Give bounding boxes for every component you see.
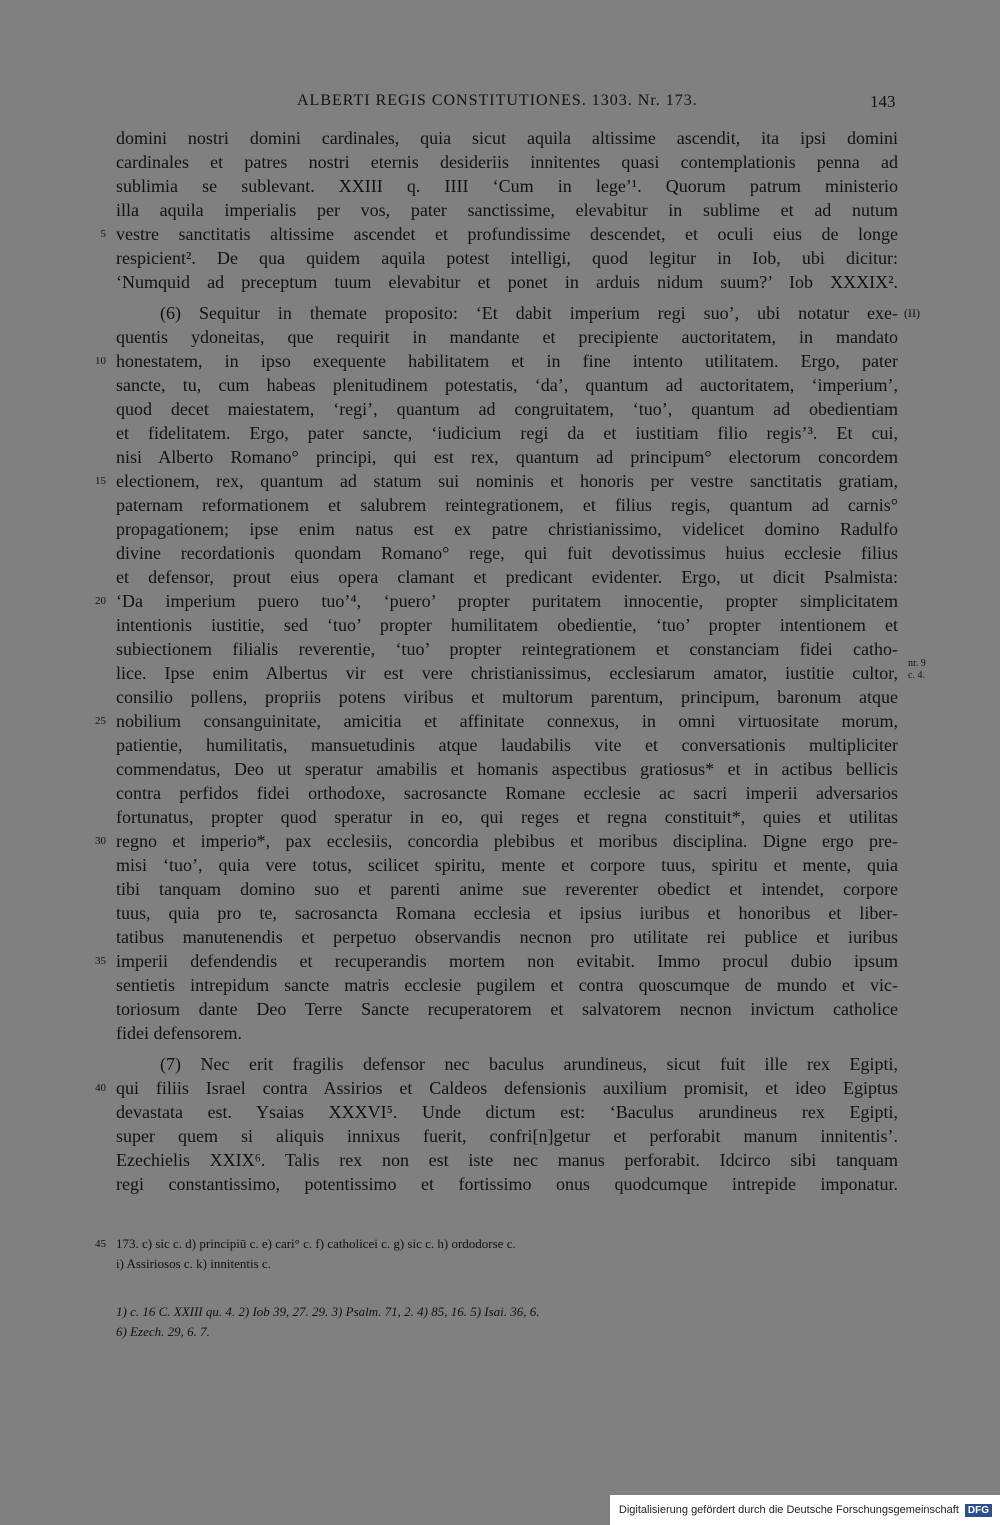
variant-footnote: i) Assiriosos c. k) innitentis c. <box>116 1256 271 1271</box>
page-header <box>0 92 1000 116</box>
text-line: nobilium consanguinitate, amicitia et affinitate connexus, in omni virtuositate morum, <box>116 711 898 731</box>
text-line: sancte, tu, cum habeas plenitudinem potestatis, ‘da’, quantum ad auctoritatem, ‘imperium’, <box>116 375 898 395</box>
text-line: lice. Ipse enim Albertus vir est vere christianissimus, ecclesiarum amator, iustitie cultor, <box>116 663 898 683</box>
source-footnote: 1) c. 16 C. XXIII qu. 4. 2) Iob 39, 27. 29. 3) Psalm. 71, 2. 4) 85, 16. 5) Isai. 36, 6. <box>116 1304 540 1319</box>
running-head: ALBERTI REGIS CONSTITUTIONES. 1303. Nr. 173. <box>297 92 698 109</box>
variant-footnote: 173. c) sic c. d) principiū c. e) cari° c. f) catholicei c. g) sic c. h) ordodorse c. <box>116 1236 516 1251</box>
margin-note: (II) <box>904 306 920 320</box>
funding-notice: Digitalisierung gefördert durch die Deutsche Forschungsgemeinschaft <box>618 1504 959 1516</box>
text-line: et defensor, prout eius opera clamant et predicant evidenter. Ergo, ut dicit Psalmista: <box>116 567 898 587</box>
text-line: ‘Da imperium puero tuo’⁴, ‘puero’ propter puritatem innocentie, propter simplicitatem <box>116 591 898 611</box>
text-line: tibi tanquam domino suo et parenti anime sue reverenter obedict et intendet, corpore <box>116 879 898 899</box>
text-line: electionem, rex, quantum ad statum sui nominis et honoris per vestre sanctitatis gratiam, <box>116 471 898 491</box>
line-number: 15 <box>95 475 106 487</box>
text-line: (7) Nec erit fragilis defensor nec baculus arundineus, sicut fuit ille rex Egipti, <box>160 1054 898 1074</box>
text-line: regno et imperio*, pax ecclesiis, concordia plebibus et moribus disciplina. Digne ergo pre- <box>116 831 898 851</box>
text-line: regi constantissimo, potentissimo et fortissimo onus quodcumque intrepide imponatur. <box>116 1174 898 1194</box>
text-line: ‘Numquid ad preceptum tuum elevabitur et ponet in arduis nidum suum?’ Iob XXXIX². <box>116 272 898 292</box>
page-number: 143 <box>870 92 896 111</box>
source-footnote: 6) Ezech. 29, 6. 7. <box>116 1324 210 1339</box>
text-line: commendatus, Deo ut speratur amabilis et homanis aspectibus gratiosus* et in actibus bellicis <box>116 759 898 779</box>
line-number: 30 <box>95 835 106 847</box>
text-line: illa aquila imperialis per vos, pater sanctissime, elevabitur in sublime et ad nutum <box>116 200 898 220</box>
line-number: 25 <box>95 715 106 727</box>
text-line: patientie, humilitatis, mansuetudinis atque laudabilis vite et conversationis multipliciter <box>116 735 898 755</box>
text-line: misi ‘tuo’, quia vere totus, scilicet spiritu, mente et corpore tuus, spiritu et mente, quia <box>116 855 898 875</box>
text-line: divine recordationis quondam Romano° rege, qui fuit devotissimus huius ecclesie filius <box>116 543 898 563</box>
text-line: toriosum dante Deo Terre Sancte recuperatorem et salvatorem necnon invictum catholice <box>116 999 898 1019</box>
text-line: quentis ydoneitas, que requirit in mandante et precipiente auctoritatem, in mandato <box>116 327 898 347</box>
margin-note: nr. 9 <box>908 658 926 669</box>
text-line: sentietis intrepidum sancte matris ecclesie pugilem et contra quoscumque de mundo et vic- <box>116 975 898 995</box>
text-line: domini nostri domini cardinales, quia sicut aquila altissime ascendit, ita ipsi domini <box>116 128 898 148</box>
text-line: fidei defensorem. <box>116 1023 242 1043</box>
text-line: tatibus manutenendis et perpetuo observandis necnon pro utilitate rei publice et iuribus <box>116 927 898 947</box>
funding-footer <box>610 1495 1000 1525</box>
line-number: 40 <box>95 1082 106 1094</box>
text-line: sublimia se sublevant. XXIII q. IIII ‘Cum in lege’¹. Quorum patrum ministerio <box>116 176 898 196</box>
margin-note: c. 4. <box>908 670 925 681</box>
line-number: 20 <box>95 595 106 607</box>
line-number: 10 <box>95 355 106 367</box>
text-line: nisi Alberto Romano° principi, qui est rex, quantum ad principum° electorum concordem <box>116 447 898 467</box>
line-number: 5 <box>100 228 106 240</box>
text-line: fortunatus, propter quod speratur in eo, qui reges et regna constituit*, quies et utilitas <box>116 807 898 827</box>
text-line: super quem si aliquis innixus fuerit, confri[n]getur et perforabit manum innitentis’. <box>116 1126 898 1146</box>
text-line: et fidelitatem. Ergo, pater sancte, ‘iudicium regi da et iustitiam filio regis’³. Et cui, <box>116 423 898 443</box>
text-line: honestatem, in ipso exequente habilitatem et in fine intento utilitatem. Ergo, pater <box>116 351 898 371</box>
text-line: Ezechielis XXIX⁶. Talis rex non est iste nec manus perforabit. Idcirco sibi tanquam <box>116 1150 898 1170</box>
text-line: respicient². De qua quidem aquila potest intelligi, quod legitur in Iob, ubi dicitur: <box>116 248 898 268</box>
dfg-logo: DFG <box>965 1504 992 1517</box>
text-line: intentionis iustitie, sed ‘tuo’ propter humilitatem obedientie, ‘tuo’ propter intentionem et <box>116 615 898 635</box>
text-line: tuus, quia pro te, sacrosancta Romana ecclesia et ipsius iuribus et honoribus et liber- <box>116 903 898 923</box>
text-line: propagationem; ipse enim natus est ex patre christianissimo, videlicet domino Radulfo <box>116 519 898 539</box>
text-line: devastata est. Ysaias XXXVI⁵. Unde dictum est: ‘Baculus arundineus rex Egipti, <box>116 1102 898 1122</box>
text-line: cardinales et patres nostri eternis desideriis innitentes quasi contemplationis penna ad <box>116 152 898 172</box>
text-line: quod decet maiestatem, ‘regi’, quantum ad congruitatem, ‘tuo’, quantum ad obedientiam <box>116 399 898 419</box>
line-number: 45 <box>95 1238 106 1250</box>
text-line: (6) Sequitur in themate proposito: ‘Et dabit imperium regi suo’, ubi notatur exe- <box>160 303 898 323</box>
text-line: contra perfidos fidei orthodoxe, sacrosancte Romane ecclesie ac sacri imperii adversarios <box>116 783 898 803</box>
text-line: imperii defendendis et recuperandis mortem non evitabit. Immo procul dubio ipsum <box>116 951 898 971</box>
text-line: subiectionem filialis reverentie, ‘tuo’ propter reintegrationem et constanciam fidei catho- <box>116 639 898 659</box>
text-line: consilio pollens, propriis potens viribus et multorum parentum, principum, baronum atque <box>116 687 898 707</box>
line-number: 35 <box>95 955 106 967</box>
text-line: paternam reformationem et salubrem reintegrationem, et filius regis, quantum ad carnis° <box>116 495 898 515</box>
text-line: vestre sanctitatis altissime ascendet et profundissime descendet, et oculi eius de longe <box>116 224 898 244</box>
text-line: qui filiis Israel contra Assirios et Caldeos defensionis auxilium promisit, et ideo Egiptus <box>116 1078 898 1098</box>
